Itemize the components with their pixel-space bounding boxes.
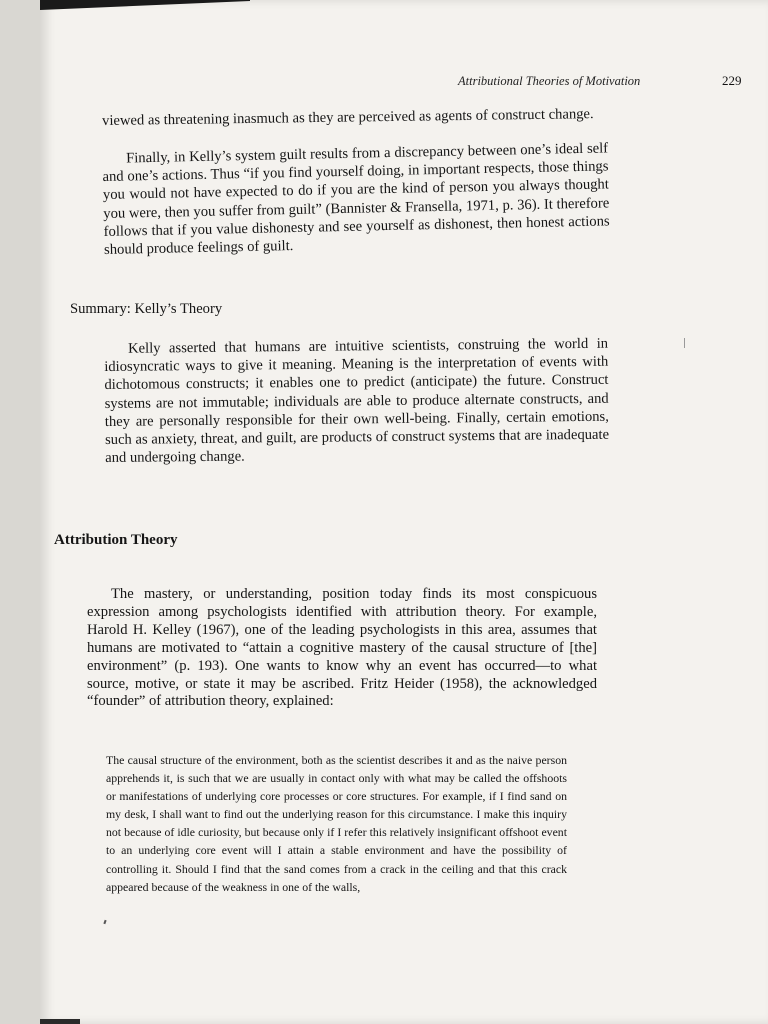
scan-edge-mark xyxy=(40,1019,80,1024)
paragraph-summary: Kelly asserted that humans are intuitive scientists, construing the world in idiosyncratic ways to give it meaning. Meaning is the interpretation of events with dichotomous constructs; it enables one to predict (anticipate) the future. Construct systems are not immutable; individuals are able to produce alternate constructs, and they are personally responsible for their own well-being. Finally, certain emotions, such as anxiety, threat, and guilt, are products of construct systems that are inadequate and undergoing change. xyxy=(104,335,610,467)
block-quote: The causal structure of the environment, both as the scientist describes it and as the naive person apprehends it, is such that we are usually in contact only with what may be called the offshoots or manifestations of underlying core processes or core structures. For example, if I find sand on my desk, I shall want to find out the underlying reason for this circumstance. I make this inquiry not because of idle curiosity, but because only if I refer this relatively insignificant offshoot event to an underlying core event will I attain a stable environment and have the possibility of controlling it. Should I find that the sand comes from a crack in the ceiling and that this crack appeared because of the weakness in one of the walls, xyxy=(106,753,567,894)
paragraph-attribution: The mastery, or understanding, position today finds its most conspicuous expression among psychologists identified with attribution theory. For example, Harold H. Kelley (1967), one of the leading psychologists in this area, assumes that humans are motivated to “attain a cognitive mastery of the causal structure of [the] environment” (p. 193). One wants to know why an event has occurred—to what source, motive, or state it may be ascribed. Fritz Heider (1958), the acknowledged “founder” of attribution theory, explained: xyxy=(87,586,597,710)
paragraph-continuation: viewed as threatening inasmuch as they are perceived as agents of construct change. xyxy=(102,106,594,129)
section-heading-summary: Summary: Kelly’s Theory xyxy=(70,301,223,317)
scan-edge-shadow xyxy=(40,0,250,10)
page-number: 229 xyxy=(722,73,742,88)
paragraph-guilt: Finally, in Kelly’s system guilt results from a discrepancy between one’s ideal self and one’s actions. Thus “if you find yourself doing, in important respects, those things you would not have expected to do if you are the kind of person you always thought you were, then you suffer from guilt” (Bannister & Fransella, 1971, p. 36). It therefore follows that if you value dishonesty and see yourself as dishonest, then honest actions should produce feelings of guilt. xyxy=(102,140,610,258)
margin-mark xyxy=(684,338,685,348)
book-page xyxy=(40,0,768,1024)
section-heading-attribution: Attribution Theory xyxy=(54,532,178,548)
scan-speck xyxy=(103,920,106,924)
running-head: Attributional Theories of Motivation xyxy=(458,74,641,88)
